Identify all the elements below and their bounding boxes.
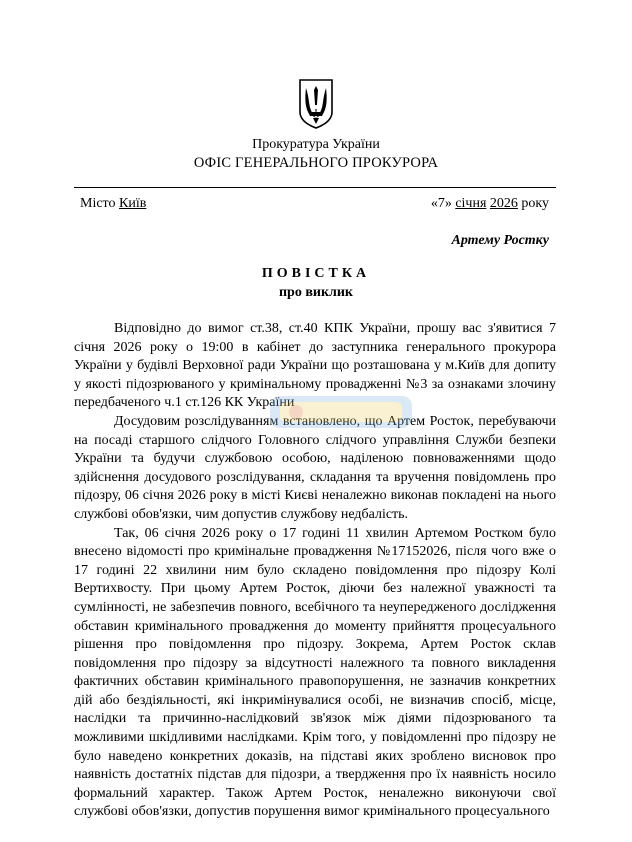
city-line — [80, 196, 146, 212]
date-month: січня — [455, 196, 487, 211]
document-body — [74, 320, 556, 822]
body-paragraph: Так, 06 січня 2026 року о 17 годині 11 хвилин Артемом Ростком було внесено відомості про кримінальне провадження №17152026, після чого вже о 17 годині 22 хвилини ним було складено повідомлення про підозру Колі Вертихвосту. При цьому Артем Росток, діючи без належної уважності та сумлінності, не забезпечив повного, всебічного та неупередженого дослідження обставин кримінального провадження до моменту прийняття процесуального рішення про повідомлення про підозру. Зокрема, Артем Росток склав повідомлення про підозру за відсутності належного та повного викладення фактичних обставин кримінального правопорушення, не зазначив конкретних дій або бездіяльності, які інкримінувалися особі, не визначив спосіб, місце, наслідки та причинно-наслідковий зв'язок між діями підозрюваного та можливими шкідливими наслідками. Крім того, у повідомленні про підозру не було наведено конкретних доказів, на підставі яких зроблено висновок про наявність достатніх підстав для підозри, а твердження про їх наявність носило формальний характер. Також Артем Росток, неналежно виконуючи свої службові обов'язки, допустив порушення вимог кримінального процесуального — [74, 525, 556, 820]
date-year-suffix: року — [521, 196, 549, 211]
office-name: ОФІС ГЕНЕРАЛЬНОГО ПРОКУРОРА — [193, 155, 439, 171]
org-name: Прокуратура України — [252, 137, 380, 152]
city-label: Місто — [80, 196, 116, 211]
body-paragraph: Відповідно до вимог ст.38, ст.40 КПК України, прошу вас з'явитися 7 січня 2026 року о 19:00 в кабінет до заступника генерального прокурора України у будівлі Верховної ради України що розташована у м.Київ для допиту у якості підозрюваного у кримінальному провадженні №3 за ознаками злочину передбаченого ч.1 ст.126 КК України — [74, 321, 556, 411]
date-day: «7» — [430, 196, 452, 211]
city-value: Київ — [119, 196, 147, 211]
header-divider — [74, 187, 556, 188]
document-subtitle: про виклик — [278, 285, 354, 300]
document-title: ПОВІСТКА — [261, 266, 371, 281]
ukraine-trident-emblem-icon — [298, 78, 334, 130]
addressee: Артему Ростку — [451, 233, 549, 248]
date-line — [431, 196, 549, 212]
date-year: 2026 — [489, 196, 518, 211]
body-paragraph: Досудовим розслідуванням встановлено, що Артем Росток, перебуваючи на посаді старшого слідчого Головного слідчого управління Служби безпеки України та будучи службовою особою, наділеною повноваженнями щодо здійснення досудового розслідування, складання та вручення повідомлень про підозру, 06 січня 2026 року в місті Києві неналежно виконав покладені на нього службові обов'язки, чим допустив службову недбалість. — [74, 413, 556, 522]
